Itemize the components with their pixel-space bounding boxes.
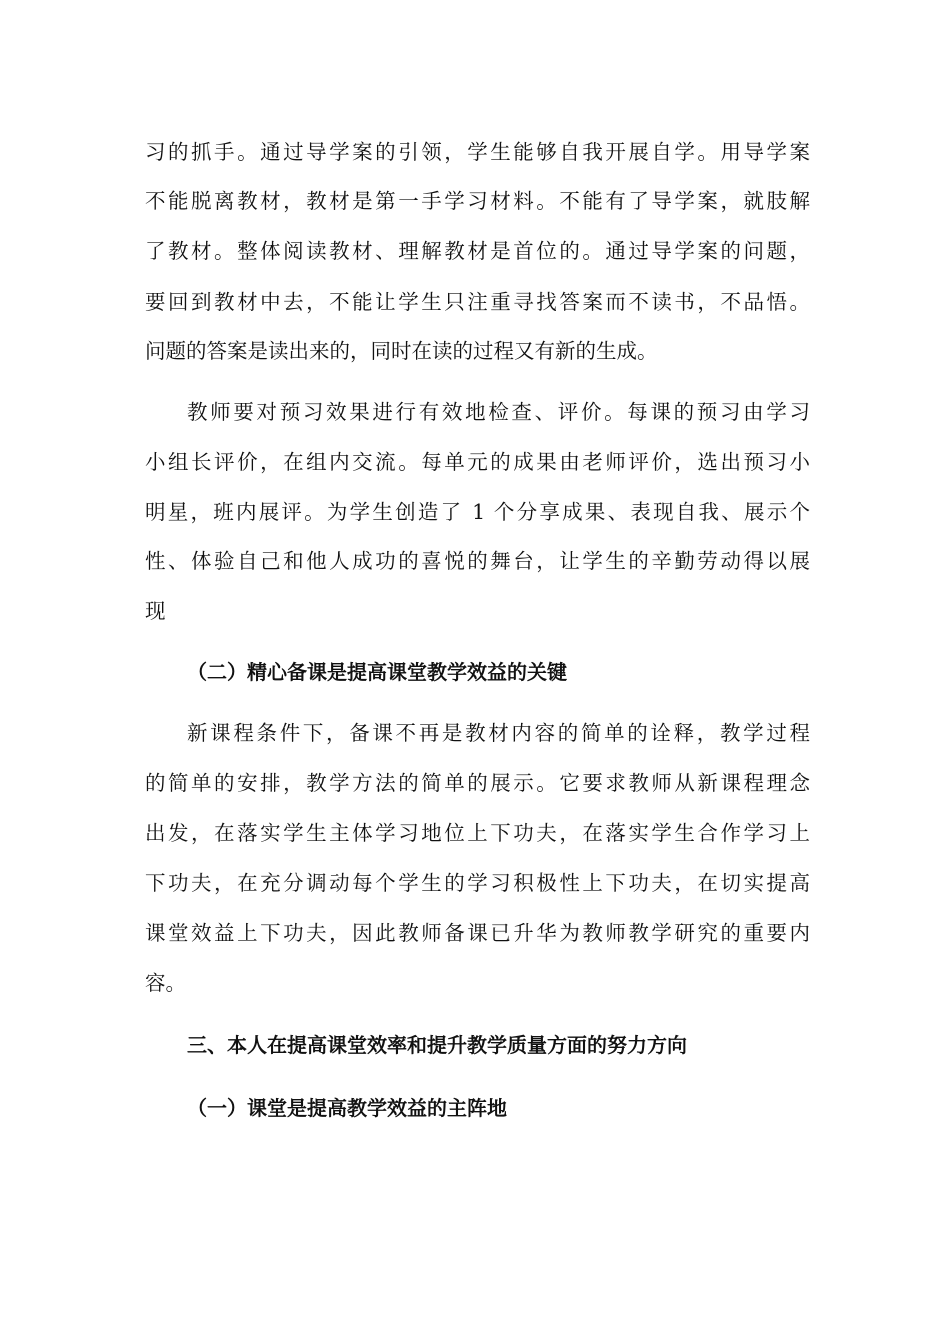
paragraph-2-line-1: 教师要对预习效果进行有效地检查、评价。每课的预习由学习	[187, 400, 810, 424]
paragraph-2-line-4: 性、体验自己和他人成功的喜悦的舞台，让学生的辛勤劳动得以展	[145, 549, 810, 573]
paragraph-2-line-2: 小组长评价，在组内交流。每单元的成果由老师评价，选出预习小	[145, 450, 810, 474]
paragraph-2-line-5: 现	[145, 599, 166, 623]
paragraph-2-line-3: 明星，班内展评。为学生创造了 1 个分享成果、表现自我、展示个	[145, 500, 810, 524]
paragraph-3-line-1: 新课程条件下，备课不再是教材内容的简单的诠释，教学过程	[187, 721, 810, 745]
paragraph-1-line-1: 习的抓手。通过导学案的引领，学生能够自我开展自学。用导学案	[145, 140, 810, 164]
section-heading-3: 三、本人在提高课堂效率和提升教学质量方面的努力方向	[187, 1033, 687, 1057]
paragraph-3-line-3: 出发，在落实学生主体学习地位上下功夫，在落实学生合作学习上	[145, 821, 810, 845]
paragraph-1-line-4: 要回到教材中去，不能让学生只注重寻找答案而不读书，不品悟。	[145, 290, 810, 314]
paragraph-1-line-5: 问题的答案是读出来的，同时在读的过程又有新的生成。	[145, 339, 658, 363]
section-heading-3-1: （一）课堂是提高教学效益的主阵地	[187, 1096, 507, 1120]
paragraph-1-line-2: 不能脱离教材，教材是第一手学习材料。不能有了导学案，就肢解	[145, 189, 810, 213]
paragraph-3-line-4: 下功夫，在充分调动每个学生的学习积极性上下功夫，在切实提高	[145, 871, 810, 895]
paragraph-3-line-5: 课堂效益上下功夫，因此教师备课已升华为教师教学研究的重要内	[145, 921, 810, 945]
section-heading-2-2: （二）精心备课是提高课堂教学效益的关键	[187, 660, 567, 684]
paragraph-3-line-6: 容。	[145, 971, 186, 995]
paragraph-1-line-3: 了教材。整体阅读教材、理解教材是首位的。通过导学案的问题，	[145, 239, 810, 263]
paragraph-3-line-2: 的简单的安排，教学方法的简单的展示。它要求教师从新课程理念	[145, 771, 810, 795]
